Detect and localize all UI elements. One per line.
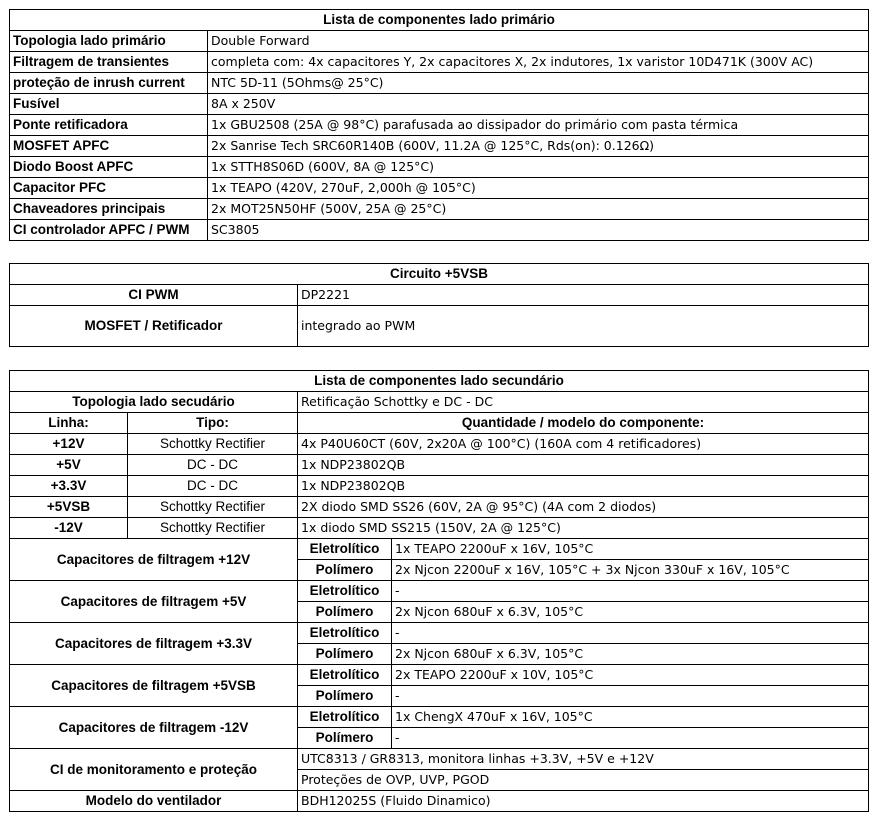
table-row [10,220,869,241]
polymer-label: Polímero [298,602,392,623]
row-value: SC3805 [208,220,869,241]
header-type: Tipo: [128,413,298,434]
row-value: 1x STTH8S06D (600V, 8A @ 125°C) [208,157,869,178]
topology-label: Topologia lado secudário [10,392,298,413]
table-row [10,518,869,539]
header-qty: Quantidade / modelo do componente: [298,413,869,434]
table-row [10,791,869,812]
topology-value: Retificação Schottky e DC - DC [298,392,869,413]
polymer-label: Polímero [298,728,392,749]
row-label: Chaveadores principais [10,199,208,220]
table-row [10,581,869,602]
primary-components-table [9,9,869,241]
qty-cell: 1x NDP23802QB [298,476,869,497]
table-row [10,136,869,157]
table-row [10,178,869,199]
qty-cell: 1x diodo SMD SS215 (150V, 2A @ 125°C) [298,518,869,539]
table-row [10,94,869,115]
line-cell: -12V [10,518,128,539]
row-label: proteção de inrush current [10,73,208,94]
row-value: 2x MOT25N50HF (500V, 25A @ 25°C) [208,199,869,220]
cap-group-label: Capacitores de filtragem +5VSB [10,665,298,707]
row-value: 1x GBU2508 (25A @ 98°C) parafusada ao dissipador do primário com pasta térmica [208,115,869,136]
qty-cell: 2X diodo SMD SS26 (60V, 2A @ 95°C) (4A com 2 diodos) [298,497,869,518]
type-cell: DC - DC [128,476,298,497]
table-row [10,749,869,770]
row-value: DP2221 [298,285,869,306]
polymer-value: - [392,728,869,749]
row-label: Ponte retificadora [10,115,208,136]
polymer-label: Polímero [298,686,392,707]
table-row [10,455,869,476]
row-value: 8A x 250V [208,94,869,115]
primary-table-title: Lista de componentes lado primário [10,10,869,31]
electrolytic-value: 2x TEAPO 2200uF x 10V, 105°C [392,665,869,686]
fan-value: BDH12025S (Fluido Dinamico) [298,791,869,812]
polymer-value: 2x Njcon 2200uF x 16V, 105°C + 3x Njcon 330uF x 16V, 105°C [392,560,869,581]
table-row [10,392,869,413]
cap-group-label: Capacitores de filtragem +3.3V [10,623,298,665]
row-label: CI PWM [10,285,298,306]
cap-group-label: Capacitores de filtragem -12V [10,707,298,749]
row-label: Capacitor PFC [10,178,208,199]
line-cell: +5V [10,455,128,476]
table-row [10,707,869,728]
table-row [10,285,869,306]
line-cell: +3.3V [10,476,128,497]
row-label: Fusível [10,94,208,115]
row-label: MOSFET APFC [10,136,208,157]
table-row [10,73,869,94]
polymer-label: Polímero [298,644,392,665]
row-label: Topologia lado primário [10,31,208,52]
table-row [10,497,869,518]
polymer-value: 2x Njcon 680uF x 6.3V, 105°C [392,644,869,665]
table-row [10,434,869,455]
table-row [10,539,869,560]
polymer-label: Polímero [298,560,392,581]
header-line: Linha: [10,413,128,434]
qty-cell: 1x NDP23802QB [298,455,869,476]
table-row [10,115,869,136]
row-value: NTC 5D-11 (5Ohms@ 25°C) [208,73,869,94]
table-row [10,623,869,644]
electrolytic-value: - [392,581,869,602]
vsb-table-title: Circuito +5VSB [10,264,869,285]
type-cell: DC - DC [128,455,298,476]
row-label: Filtragem de transientes [10,52,208,73]
polymer-value: - [392,686,869,707]
electrolytic-value: - [392,623,869,644]
secondary-table-title: Lista de componentes lado secundário [10,371,869,392]
row-value: Double Forward [208,31,869,52]
electrolytic-label: Eletrolítico [298,539,392,560]
polymer-value: 2x Njcon 680uF x 6.3V, 105°C [392,602,869,623]
row-value: 1x TEAPO (420V, 270uF, 2,000h @ 105°C) [208,178,869,199]
row-value: 2x Sanrise Tech SRC60R140B (600V, 11.2A @ 125°C, Rds(on): 0.126Ω) [208,136,869,157]
electrolytic-value: 1x TEAPO 2200uF x 16V, 105°C [392,539,869,560]
protection-value: Proteções de OVP, UVP, PGOD [298,770,869,791]
electrolytic-value: 1x ChengX 470uF x 16V, 105°C [392,707,869,728]
type-cell: Schottky Rectifier [128,518,298,539]
table-row [10,476,869,497]
cap-group-label: Capacitores de filtragem +12V [10,539,298,581]
electrolytic-label: Eletrolítico [298,665,392,686]
table-row [10,157,869,178]
table-row [10,665,869,686]
type-cell: Schottky Rectifier [128,434,298,455]
electrolytic-label: Eletrolítico [298,581,392,602]
header-row [10,413,869,434]
electrolytic-label: Eletrolítico [298,707,392,728]
fan-label: Modelo do ventilador [10,791,298,812]
row-value: completa com: 4x capacitores Y, 2x capacitores X, 2x indutores, 1x varistor 10D471K (300V AC) [208,52,869,73]
electrolytic-label: Eletrolítico [298,623,392,644]
row-label: CI controlador APFC / PWM [10,220,208,241]
line-cell: +5VSB [10,497,128,518]
line-cell: +12V [10,434,128,455]
secondary-components-table [9,370,869,812]
row-label: Diodo Boost APFC [10,157,208,178]
monitor-label: CI de monitoramento e proteção [10,749,298,791]
row-value: integrado ao PWM [298,306,869,347]
monitor-value: UTC8313 / GR8313, monitora linhas +3.3V, +5V e +12V [298,749,869,770]
vsb-circuit-table [9,263,869,347]
qty-cell: 4x P40U60CT (60V, 2x20A @ 100°C) (160A com 4 retificadores) [298,434,869,455]
type-cell: Schottky Rectifier [128,497,298,518]
table-row [10,31,869,52]
cap-group-label: Capacitores de filtragem +5V [10,581,298,623]
table-row [10,199,869,220]
table-row [10,52,869,73]
table-row [10,306,869,347]
row-label: MOSFET / Retificador [10,306,298,347]
